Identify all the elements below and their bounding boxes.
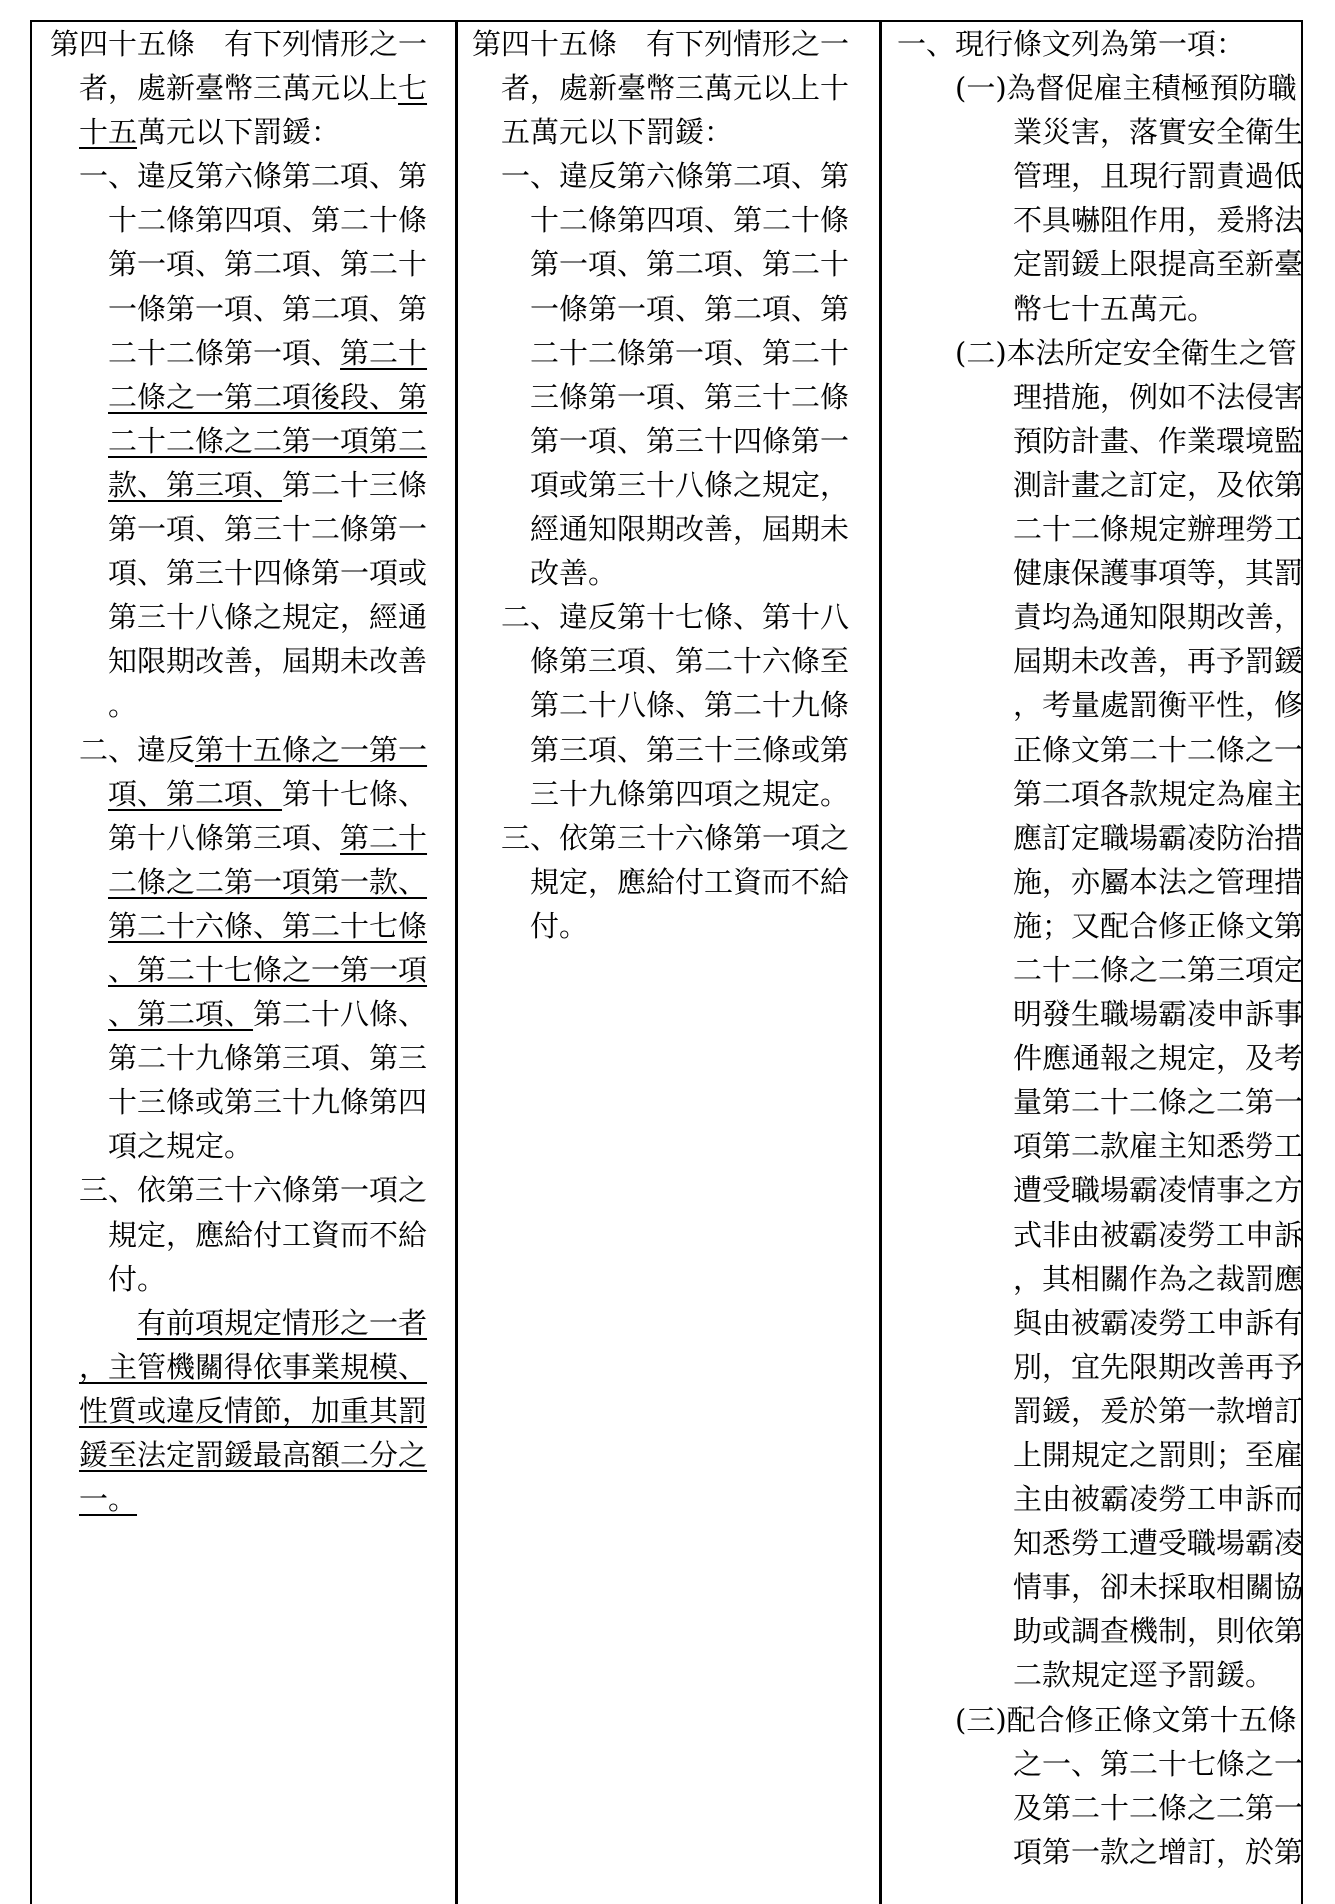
- text-line: [50, 1389, 450, 1433]
- text-line: [50, 1257, 450, 1301]
- text-segment: 項、第三十四條第一項或: [108, 556, 428, 591]
- text-line: [897, 1433, 1304, 1477]
- text-segment: (三)配合修正條文第十五條: [955, 1702, 1297, 1737]
- text-segment: 知限期改善，屆期未改善: [108, 644, 428, 679]
- text-line: [50, 639, 450, 683]
- text-line: [50, 419, 450, 463]
- text-line: [897, 1521, 1304, 1565]
- text-line: [897, 728, 1304, 772]
- text-line: [472, 419, 872, 463]
- text-segment: 二款規定逕予罰鍰。: [1013, 1658, 1275, 1693]
- text-segment: 二十二條第一項、第二十: [530, 335, 850, 370]
- text-segment: 明發生職場霸凌申訴事: [1013, 997, 1304, 1032]
- text-segment: 一條第一項、第二項、第: [530, 291, 850, 326]
- text-segment: 屆期未改善，再予罰鍰: [1013, 644, 1304, 679]
- column-divider: [879, 22, 882, 1904]
- text-segment: 測計畫之訂定，及依第: [1013, 467, 1304, 502]
- text-line: [897, 1345, 1304, 1389]
- underlined-amendment-text: 七: [398, 71, 428, 106]
- text-line: [897, 1565, 1304, 1609]
- text-line: [472, 507, 872, 551]
- text-line: [897, 1213, 1304, 1257]
- text-segment: 第二項各款規定為雇主: [1013, 776, 1304, 811]
- text-line: [897, 110, 1304, 154]
- underlined-amendment-text: 第二十: [340, 820, 428, 855]
- text-segment: 上開規定之罰則；至雇: [1013, 1438, 1304, 1472]
- text-segment: 一、現行條文列為第一項：: [897, 27, 1246, 61]
- text-segment: 三條第一項、第三十二條: [530, 379, 850, 414]
- text-segment: 項第一款之增訂，於第: [1013, 1834, 1304, 1869]
- text-segment: 施；又配合修正條文第: [1013, 908, 1304, 943]
- text-segment: 第二十八條、第二十九條: [530, 688, 850, 723]
- text-line: [897, 1477, 1304, 1521]
- text-segment: 項之規定。: [108, 1129, 254, 1164]
- text-line: [897, 1036, 1304, 1080]
- text-line: [897, 816, 1304, 860]
- text-line: [897, 287, 1297, 331]
- text-line: [50, 551, 450, 595]
- text-line: [50, 110, 450, 154]
- underlined-amendment-text: 十五: [79, 115, 138, 150]
- text-segment: 第一項、第三十四條第一: [530, 423, 850, 458]
- text-segment: 第一項、第二項、第二十: [108, 247, 428, 282]
- text-line: [50, 1477, 450, 1521]
- text-line: [50, 1301, 450, 1345]
- text-line: [897, 772, 1304, 816]
- text-line: [897, 1609, 1304, 1653]
- text-line: [50, 1345, 450, 1389]
- text-line: [472, 639, 872, 683]
- text-line: [472, 860, 872, 904]
- text-segment: 業災害，落實安全衛生: [1013, 115, 1304, 150]
- underlined-amendment-text: 項、第二項、: [108, 776, 283, 811]
- text-line: [897, 1257, 1304, 1301]
- text-line: [897, 639, 1304, 683]
- text-line: [472, 110, 872, 154]
- text-line: [50, 463, 450, 507]
- column-divider: [455, 22, 458, 1904]
- text-segment: 幣七十五萬元。: [1013, 291, 1217, 326]
- text-segment: 責均為通知限期改善，: [1013, 600, 1304, 635]
- text-segment: 第二十八條、: [253, 997, 428, 1032]
- underlined-amendment-text: 、第二項、: [108, 997, 254, 1032]
- text-segment: 第二十三條: [282, 467, 428, 502]
- text-segment: 十二條第四項、第二十條: [530, 203, 850, 238]
- text-segment: 罰鍰，爰於第一款增訂: [1013, 1393, 1304, 1428]
- text-line: [472, 198, 872, 242]
- text-segment: 管理，且現行罰責過低: [1013, 159, 1304, 194]
- text-line: [472, 904, 872, 948]
- text-line: [897, 551, 1304, 595]
- text-segment: 條第三項、第二十六條至: [530, 644, 850, 679]
- text-segment: 第四十五條 有下列情形之一: [472, 27, 850, 61]
- text-line: [897, 1786, 1304, 1830]
- text-segment: 遭受職場霸凌情事之方: [1013, 1173, 1304, 1208]
- text-segment: 件應通報之規定，及考: [1013, 1041, 1304, 1076]
- text-line: [897, 948, 1304, 992]
- text-segment: 十三條或第三十九條第四: [108, 1085, 428, 1120]
- text-segment: 二十二條第一項、: [108, 335, 341, 370]
- text-segment: 施，亦屬本法之管理措: [1013, 864, 1304, 899]
- text-line: [50, 154, 450, 198]
- text-line: [472, 683, 872, 727]
- text-segment: 別，宜先限期改善再予: [1013, 1349, 1304, 1384]
- text-segment: 式非由被霸凌勞工申訴: [1013, 1217, 1304, 1252]
- text-segment: 第十七條、: [282, 776, 428, 811]
- text-line: [897, 419, 1304, 463]
- text-line: [897, 1168, 1304, 1212]
- text-line: [897, 683, 1304, 727]
- text-segment: 項或第三十八條之規定，: [530, 467, 850, 502]
- text-line: [472, 154, 872, 198]
- text-line: [897, 66, 1297, 110]
- text-segment: 之一、第二十七條之一: [1013, 1746, 1304, 1781]
- text-segment: (二)本法所定安全衛生之管: [955, 335, 1297, 370]
- text-segment: 健康保護事項等，其罰: [1013, 556, 1304, 591]
- text-line: [897, 375, 1304, 419]
- text-line: [897, 198, 1304, 242]
- text-segment: 定罰鍰上限提高至新臺: [1013, 247, 1304, 282]
- text-segment: 第二十九條第三項、第三: [108, 1041, 428, 1076]
- text-segment: 主由被霸凌勞工申訴而: [1013, 1482, 1304, 1517]
- text-segment: 預防計畫、作業環境監: [1013, 423, 1304, 458]
- text-line: [50, 287, 450, 331]
- text-line: [50, 242, 450, 286]
- text-line: [897, 1301, 1304, 1345]
- text-line: [472, 66, 872, 110]
- text-line: [897, 1389, 1304, 1433]
- text-segment: 第一項、第三十二條第一: [108, 512, 428, 547]
- text-segment: 十二條第四項、第二十條: [108, 203, 428, 238]
- text-segment: 第一項、第二項、第二十: [530, 247, 850, 282]
- text-line: [897, 242, 1304, 286]
- explanation-column: [897, 22, 1304, 1874]
- underlined-amendment-text: 二條之二第一項第一款、: [108, 864, 428, 899]
- text-line: [50, 1080, 450, 1124]
- text-line: [472, 463, 872, 507]
- text-segment: 經通知限期改善，屆期未: [530, 512, 850, 547]
- text-segment: 。: [108, 688, 138, 723]
- underlined-amendment-text: 鍰至法定罰鍰最高額二分之: [79, 1438, 428, 1472]
- text-line: [50, 772, 450, 816]
- text-segment: 第三十八條之規定，經通: [108, 600, 428, 635]
- text-line: [50, 1213, 450, 1257]
- text-line: [50, 948, 450, 992]
- text-segment: 二、違反: [79, 732, 196, 767]
- text-segment: 一、違反第六條第二項、第: [79, 159, 428, 194]
- text-line: [897, 992, 1304, 1036]
- text-segment: 三、依第三十六條第一項之: [501, 820, 850, 855]
- text-line: [897, 1698, 1297, 1742]
- underlined-amendment-text: 第二十: [340, 335, 428, 370]
- text-segment: 不具嚇阻作用，爰將法: [1013, 203, 1304, 238]
- text-segment: 理措施，例如不法侵害: [1013, 379, 1304, 414]
- text-segment: 二、違反第十七條、第十八: [501, 600, 850, 635]
- text-line: [50, 595, 450, 639]
- text-line: [897, 1653, 1297, 1697]
- text-line: [472, 287, 872, 331]
- comparison-table: [30, 20, 1303, 1904]
- underlined-amendment-text: 性質或違反情節，加重其罰: [79, 1393, 428, 1428]
- text-line: [472, 551, 872, 595]
- text-line: [50, 331, 450, 375]
- text-line: [50, 1433, 450, 1477]
- text-segment: 第四十五條 有下列情形之一: [50, 27, 428, 61]
- text-segment: 情事，卻未採取相關協: [1013, 1570, 1304, 1605]
- text-segment: 五萬元以下罰鍰：: [501, 115, 734, 150]
- text-line: [50, 1036, 450, 1080]
- text-segment: 助或調查機制，則依第: [1013, 1614, 1304, 1649]
- text-line: [897, 1742, 1304, 1786]
- text-line: [50, 1124, 450, 1168]
- text-line: [472, 595, 872, 639]
- text-line: [897, 904, 1304, 948]
- text-line: [897, 331, 1297, 375]
- underlined-amendment-text: 一。: [79, 1482, 138, 1517]
- underlined-amendment-text: 二條之一第二項後段、第: [108, 379, 428, 414]
- underlined-amendment-text: 款、第三項、: [108, 467, 283, 502]
- underlined-amendment-text: 、第二十七條之一第一項: [108, 952, 428, 987]
- text-line: [50, 816, 450, 860]
- text-line: [472, 22, 872, 66]
- text-line: [897, 1080, 1304, 1124]
- text-line: [50, 683, 450, 727]
- text-line: [897, 860, 1304, 904]
- text-segment: 三、依第三十六條第一項之: [79, 1173, 428, 1208]
- underlined-amendment-text: 第十五條之一第一: [195, 732, 428, 767]
- text-line: [897, 1124, 1304, 1168]
- text-segment: 二十二條規定辦理勞工: [1013, 512, 1304, 547]
- underlined-amendment-text: 二十二條之二第一項第二: [108, 423, 428, 458]
- text-line: [50, 1168, 450, 1212]
- current-article-column: [472, 22, 872, 948]
- text-segment: 應訂定職場霸凌防治措: [1013, 820, 1304, 855]
- text-line: [50, 198, 450, 242]
- underlined-amendment-text: 第二十六條、第二十七條: [108, 908, 428, 943]
- text-segment: 正條文第二十二條之一: [1013, 732, 1304, 767]
- text-line: [50, 992, 450, 1036]
- text-line: [897, 1830, 1304, 1874]
- text-segment: 第十八條第三項、: [108, 820, 341, 855]
- text-line: [472, 331, 872, 375]
- text-segment: 知悉勞工遭受職場霸凌: [1013, 1526, 1304, 1561]
- text-line: [472, 772, 872, 816]
- text-segment: 萬元以下罰鍰：: [137, 115, 341, 150]
- text-segment: 者，處新臺幣三萬元以上: [79, 71, 399, 106]
- text-line: [472, 816, 872, 860]
- text-segment: 一條第一項、第二項、第: [108, 291, 428, 326]
- text-segment: ，其相關作為之裁罰應: [1013, 1261, 1304, 1296]
- text-segment: (一)為督促雇主積極預防職: [955, 71, 1297, 106]
- text-segment: 付。: [108, 1261, 167, 1296]
- text-line: [472, 728, 872, 772]
- text-segment: 改善。: [530, 556, 618, 591]
- text-line: [50, 22, 450, 66]
- text-segment: 量第二十二條之二第一: [1013, 1085, 1304, 1120]
- text-line: [50, 66, 450, 110]
- text-line: [897, 463, 1304, 507]
- text-segment: 付。: [530, 908, 589, 943]
- underlined-amendment-text: 有前項規定情形之一者: [137, 1305, 428, 1340]
- text-segment: 一、違反第六條第二項、第: [501, 159, 850, 194]
- text-segment: 三十九條第四項之規定。: [530, 776, 850, 811]
- text-segment: 者，處新臺幣三萬元以上十: [501, 71, 850, 106]
- text-segment: 二十二條之二第三項定: [1013, 952, 1304, 987]
- text-line: [897, 595, 1304, 639]
- text-segment: 規定，應給付工資而不給: [108, 1217, 428, 1252]
- text-line: [50, 507, 450, 551]
- text-line: [50, 728, 450, 772]
- text-line: [472, 375, 872, 419]
- underlined-amendment-text: ，主管機關得依事業規模、: [79, 1349, 428, 1384]
- text-segment: 及第二十二條之二第一: [1013, 1790, 1304, 1825]
- text-line: [50, 375, 450, 419]
- text-line: [50, 860, 450, 904]
- text-segment: 與由被霸凌勞工申訴有: [1013, 1305, 1304, 1340]
- text-line: [897, 507, 1304, 551]
- text-line: [897, 22, 1297, 66]
- amended-article-column: [50, 22, 450, 1521]
- text-segment: 規定，應給付工資而不給: [530, 864, 850, 899]
- text-line: [897, 154, 1304, 198]
- text-segment: 第三項、第三十三條或第: [530, 732, 850, 767]
- text-line: [50, 904, 450, 948]
- text-segment: 項第二款雇主知悉勞工: [1013, 1129, 1304, 1164]
- text-line: [472, 242, 872, 286]
- text-segment: ，考量處罰衡平性，修: [1013, 688, 1304, 723]
